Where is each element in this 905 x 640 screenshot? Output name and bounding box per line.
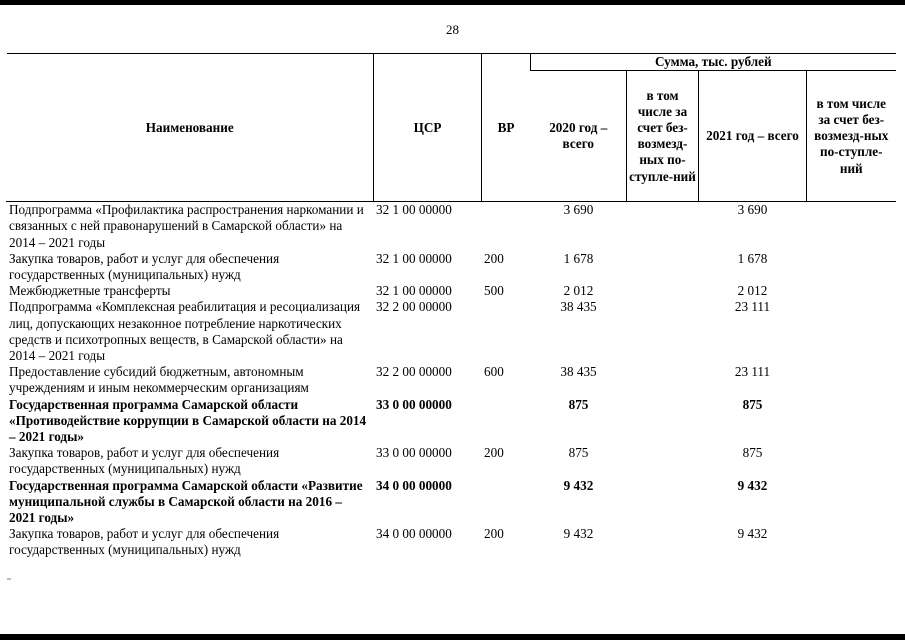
scan-mark xyxy=(7,578,11,580)
row-2020-total: 875 xyxy=(568,396,589,412)
row-2021-grants xyxy=(807,202,896,251)
row-name: Закупка товаров, работ и услуг для обеспечения государственных (муниципальных) нужд xyxy=(9,526,280,558)
row-vr xyxy=(482,202,531,251)
table-row xyxy=(7,283,896,299)
row-2020-total: 3 690 xyxy=(563,202,594,218)
row-2020-total: 9 432 xyxy=(563,526,594,542)
row-csr: 32 1 00 00000 xyxy=(376,283,452,299)
row-vr xyxy=(482,478,531,527)
row-2020-grants xyxy=(627,364,699,396)
header-2020-grants: в том числе за счет без-возмезд-ных по-ступле-ний xyxy=(627,71,699,202)
row-name: Государственная программа Самарской области «Развитие муниципальной службы в Самарской области на 2016 – 2021 годы» xyxy=(9,477,363,526)
row-csr: 34 0 00 00000 xyxy=(376,526,452,542)
row-2021-grants xyxy=(807,526,896,558)
row-2020-grants xyxy=(627,251,699,283)
row-csr: 32 2 00 00000 xyxy=(376,364,452,380)
row-2021-total: 9 432 xyxy=(737,477,768,493)
header-name: Наименование xyxy=(7,54,374,202)
top-border xyxy=(0,0,905,5)
row-name: Государственная программа Самарской области «Противодействие коррупции в Самарской области на 2014 – 2021 годы» xyxy=(9,396,367,445)
row-2021-total: 3 690 xyxy=(737,202,768,218)
row-name: Закупка товаров, работ и услуг для обеспечения государственных (муниципальных) нужд xyxy=(9,250,280,283)
row-2021-total: 2 012 xyxy=(737,283,768,299)
row-vr: 200 xyxy=(484,526,504,542)
table-row xyxy=(7,397,896,446)
row-csr: 33 0 00 00000 xyxy=(376,445,452,461)
row-name: Предоставление субсидий бюджетным, автономным учреждениям и иным некоммерческим организациям xyxy=(9,364,309,396)
header-2021-grants: в том числе за счет без-возмезд-ных по-ступле-ний xyxy=(807,71,896,202)
row-2021-total: 23 111 xyxy=(734,299,771,315)
row-2020-total: 38 435 xyxy=(560,299,597,315)
row-2020-grants xyxy=(627,283,699,299)
table-row xyxy=(7,445,896,477)
table-row xyxy=(7,251,896,283)
row-2021-total: 875 xyxy=(742,396,763,412)
header-2021-total: 2021 год – всего xyxy=(699,71,807,202)
row-2020-grants xyxy=(627,202,699,251)
table-body xyxy=(7,202,896,559)
row-csr: 33 0 00 00000 xyxy=(376,396,452,412)
row-2021-total: 875 xyxy=(742,445,763,461)
row-name: Подпрограмма «Комплексная реабилитация и ресоциализация лиц, допускающих незаконное потребление наркотических средств и психотропных веществ, в Самарской области» на 2014 – 2021 годы xyxy=(9,299,361,364)
row-2020-grants xyxy=(627,397,699,446)
row-vr: 500 xyxy=(484,283,504,299)
row-vr xyxy=(482,397,531,446)
bottom-border xyxy=(0,634,905,640)
table-row xyxy=(7,364,896,396)
header-sum-group: Сумма, тыс. рублей xyxy=(531,54,896,71)
row-2021-total: 23 111 xyxy=(734,364,771,380)
table-row xyxy=(7,478,896,527)
row-csr: 32 2 00 00000 xyxy=(376,299,452,315)
row-2020-total: 1 678 xyxy=(563,250,594,266)
row-2020-grants xyxy=(627,526,699,558)
row-vr: 200 xyxy=(484,250,504,266)
row-2021-total: 1 678 xyxy=(737,250,768,266)
row-2020-grants xyxy=(627,478,699,527)
row-2020-total: 38 435 xyxy=(560,364,597,380)
table-row xyxy=(7,299,896,364)
row-2021-grants xyxy=(807,445,896,477)
header-2020-total: 2020 год – всего xyxy=(531,71,627,202)
row-vr: 600 xyxy=(484,364,504,380)
row-name: Закупка товаров, работ и услуг для обеспечения государственных (муниципальных) нужд xyxy=(9,445,280,477)
header-csr: ЦСР xyxy=(374,54,482,202)
header-vr: ВР xyxy=(482,54,531,202)
budget-table xyxy=(6,53,896,559)
row-csr: 34 0 00 00000 xyxy=(376,477,452,493)
page-number: 28 xyxy=(446,22,459,37)
header-row xyxy=(7,54,896,71)
row-2021-total: 9 432 xyxy=(737,526,768,542)
row-name: Подпрограмма «Профилактика распространения наркомании и связанных с ней правонарушений в Самарской области» на 2014 – 2021 годы xyxy=(9,202,364,250)
row-2021-grants xyxy=(807,397,896,446)
table-row xyxy=(7,202,896,251)
table-row xyxy=(7,526,896,558)
row-vr xyxy=(482,299,531,364)
row-2021-grants xyxy=(807,478,896,527)
row-2020-grants xyxy=(627,445,699,477)
row-2020-total: 875 xyxy=(568,445,589,461)
row-2021-grants xyxy=(807,364,896,396)
row-2020-total: 2 012 xyxy=(563,283,594,299)
row-2021-grants xyxy=(807,251,896,283)
row-2021-grants xyxy=(807,283,896,299)
row-csr: 32 1 00 00000 xyxy=(376,250,452,266)
row-2021-grants xyxy=(807,299,896,364)
row-2020-total: 9 432 xyxy=(563,477,594,493)
row-csr: 32 1 00 00000 xyxy=(376,202,452,218)
row-2020-grants xyxy=(627,299,699,364)
row-vr: 200 xyxy=(484,445,504,461)
row-name: Межбюджетные трансферты xyxy=(9,283,171,299)
